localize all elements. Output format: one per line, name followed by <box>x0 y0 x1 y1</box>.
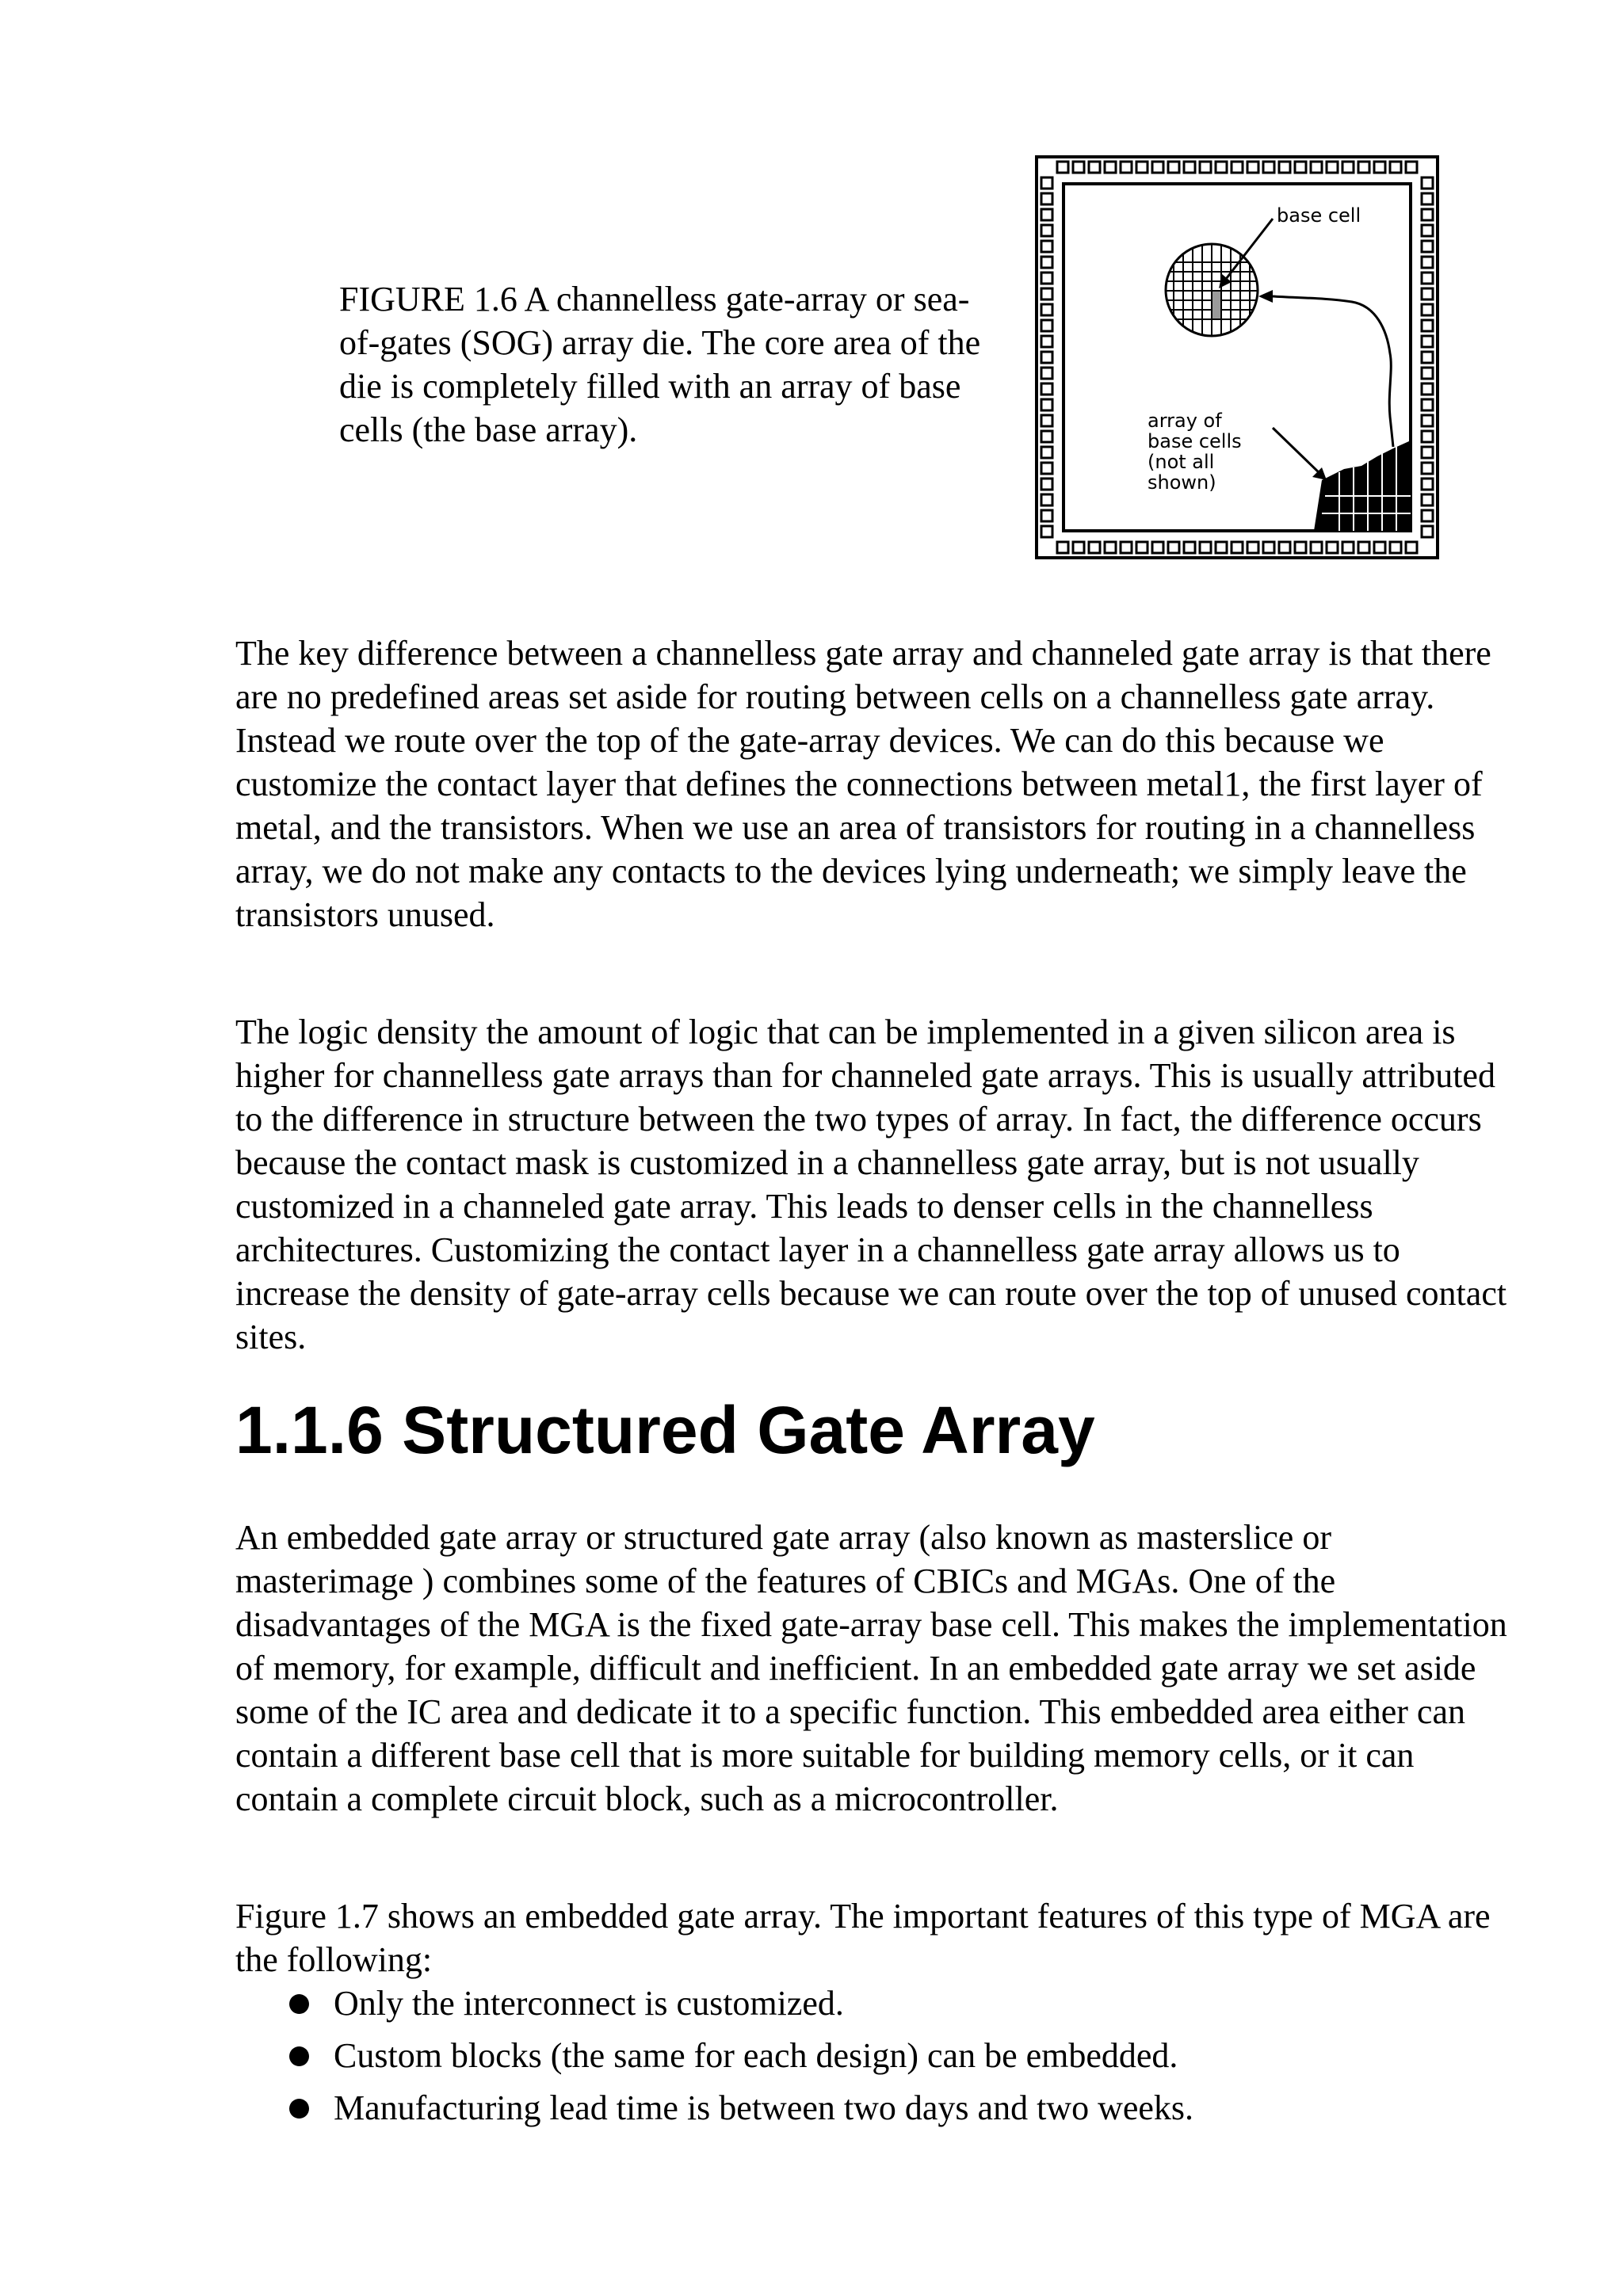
section-heading: 1.1.6 Structured Gate Array <box>235 1393 1095 1467</box>
bullet-icon <box>289 2046 309 2066</box>
list-item-text: Manufacturing lead time is between two days and two weeks. <box>334 2088 1194 2127</box>
sog-die-figure <box>1035 155 1439 559</box>
paragraph-4: Figure 1.7 shows an embedded gate array. The important features of this type of MGA are the following: <box>235 1897 1491 1979</box>
feature-list <box>288 1981 1193 2138</box>
paragraph-3: An embedded gate array or structured gate array (also known as masterslice or masterimage ) combines some of the features of CBICs and MGAs. One of the disadvantages of the MGA is the fixed gate-array base cell. This makes the implementation of memory, for example, difficult and inefficient. In an embedded gate array we set aside some of the IC area and dedicate it to a specific function. This embedded area either can contain a different base cell that is more suitable for building memory cells, or it can contain a complete circuit block, such as a microcontroller. <box>235 1518 1507 1818</box>
list-item-text: Only the interconnect is customized. <box>334 1984 844 2023</box>
highlighted-base-cell <box>1212 292 1220 318</box>
paragraph-1: The key difference between a channelless gate array and channeled gate array is that there are no predefined areas set aside for routing between cells on a channelless gate array. Instead we route over the top of the gate-array devices. We can do this because we customize the contact layer that defines the connections between metal1, the first layer of metal, and the transistors. When we use an area of transistors for routing in a channelless array, we do not make any contacts to the devices lying underneath; we simply leave the transistors unused. <box>235 634 1491 934</box>
list-item <box>288 2034 1193 2077</box>
label-shown: shown) <box>1148 471 1216 494</box>
label-array-of: array of <box>1148 410 1222 432</box>
figure-caption: FIGURE 1.6 A channelless gate-array or sea-of-gates (SOG) array die. The core area of the die is completely filled with an array of base cells (the base array). <box>339 280 981 449</box>
list-item <box>288 2086 1193 2130</box>
label-base-cells: base cells <box>1148 430 1242 452</box>
list-item-text: Custom blocks (the same for each design) can be embedded. <box>334 2036 1178 2075</box>
bullet-icon <box>289 1994 309 2014</box>
list-item <box>288 1981 1193 2025</box>
label-base-cell: base cell <box>1277 204 1361 227</box>
bullet-icon <box>289 2099 309 2119</box>
paragraph-2: The logic density the amount of logic that can be implemented in a given silicon area is higher for channelless gate arrays than for channeled gate arrays. This is usually attributed to the difference in structure between the two types of array. In fact, the difference occurs because the contact mask is customized in a channelless gate array, but is not usually customized in a channeled gate array. This leads to denser cells in the channelless architectures. Customizing the contact layer in a channelless gate array allows us to increase the density of gate-array cells because we can route over the top of unused contact sites. <box>235 1013 1507 1356</box>
label-not-all: (not all <box>1148 451 1215 473</box>
